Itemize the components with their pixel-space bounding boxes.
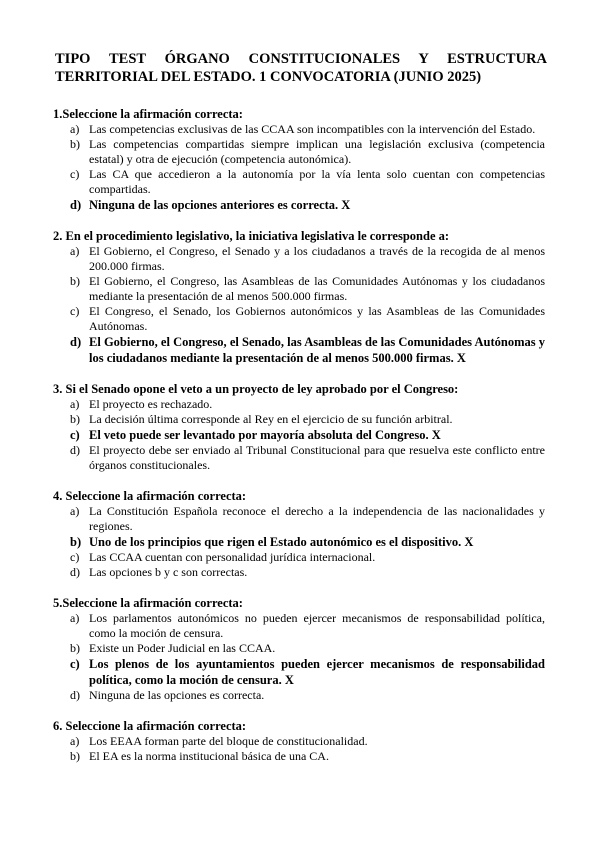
option-item [53, 412, 545, 427]
question-heading: 1.Seleccione la afirmación correcta: [53, 107, 243, 121]
option-item-correct [53, 534, 545, 550]
option-item [53, 304, 545, 334]
option-letter: b) [70, 137, 80, 151]
question-heading: 5.Seleccione la afirmación correcta: [53, 596, 243, 610]
option-letter: a) [70, 504, 80, 518]
option-text: Las opciones b y c son correctas. [89, 565, 248, 579]
question-heading: 2. En el procedimiento legislativo, la iniciativa legislativa le corresponde a: [53, 229, 450, 243]
option-letter: a) [70, 397, 80, 411]
option-letter: b) [70, 641, 80, 655]
option-text: Las CA que accedieron a la autonomía por la vía lenta solo cuentan con competencias compartidas. [89, 167, 545, 196]
option-text: Las competencias compartidas siempre implican una legislación exclusiva (competencia estatal) y otra de ejecución (competencia autonómica). [89, 137, 545, 166]
option-list [53, 611, 545, 703]
option-list [53, 504, 545, 580]
option-letter: c) [70, 304, 80, 318]
option-item [53, 734, 545, 749]
option-item [53, 167, 545, 197]
option-text: El EA es la norma institucional básica de una CA. [89, 749, 329, 763]
option-item [53, 749, 545, 764]
option-text: El Congreso, el Senado, los Gobiernos autonómicos y las Asambleas de las Comunidades Autónomas. [89, 304, 545, 333]
option-letter: a) [70, 122, 80, 136]
option-text: La Constitución Española reconoce el derecho a la independencia de las nacionalidades y regiones. [89, 504, 545, 533]
option-text: El Gobierno, el Congreso, el Senado y a los ciudadanos a través de la recogida de al menos 200.000 firmas. [89, 244, 545, 273]
option-item [53, 504, 545, 534]
option-list [53, 734, 545, 764]
option-letter: b) [70, 274, 80, 288]
question-3 [53, 381, 545, 473]
option-item [53, 274, 545, 304]
option-text: Ninguna de las opciones anteriores es correcta. X [89, 198, 351, 212]
option-list [53, 244, 545, 366]
option-text: Las competencias exclusivas de las CCAA son incompatibles con la intervención del Estado. [89, 122, 536, 136]
option-item-correct [53, 197, 545, 213]
option-item [53, 688, 545, 703]
option-text: El proyecto es rechazado. [89, 397, 213, 411]
option-item [53, 550, 545, 565]
option-text: Los EEAA forman parte del bloque de constitucionalidad. [89, 734, 368, 748]
option-item [53, 641, 545, 656]
option-text: La decisión última corresponde al Rey en el ejercicio de su función arbitral. [89, 412, 453, 426]
question-2 [53, 228, 545, 366]
option-text: Las CCAA cuentan con personalidad jurídica internacional. [89, 550, 376, 564]
question-1 [53, 106, 545, 213]
question-4 [53, 488, 545, 580]
option-letter: d) [70, 198, 82, 212]
option-text: Los parlamentos autonómicos no pueden ejercer mecanismos de responsabilidad política, como la moción de censura. [89, 611, 545, 640]
option-text: El veto puede ser levantado por mayoría absoluta del Congreso. X [89, 428, 441, 442]
document-title: TIPO TEST ÓRGANO CONSTITUCIONALES Y ESTRUCTURA TERRITORIAL DEL ESTADO. 1 CONVOCATORIA (JUNIO 2025) [55, 51, 547, 85]
option-text: Uno de los principios que rigen el Estado autonómico es el dispositivo. X [89, 535, 474, 549]
option-letter: d) [70, 688, 80, 702]
option-letter: a) [70, 611, 80, 625]
option-text: El Gobierno, el Congreso, el Senado, las Asambleas de las Comunidades Autónomas y los ciudadanos mediante la presentación de al menos 500.000 firmas. X [89, 335, 545, 365]
option-letter: a) [70, 734, 80, 748]
option-letter: c) [70, 657, 80, 671]
option-letter: c) [70, 167, 80, 181]
option-text: El proyecto debe ser enviado al Tribunal Constitucional para que resuelva este conflicto entre órganos constitucionales. [89, 443, 545, 472]
option-letter: d) [70, 443, 80, 457]
option-letter: b) [70, 412, 80, 426]
question-heading: 3. Si el Senado opone el veto a un proyecto de ley aprobado por el Congreso: [53, 382, 459, 396]
option-letter: c) [70, 428, 80, 442]
question-list [53, 106, 545, 779]
option-list [53, 397, 545, 473]
option-text: Ninguna de las opciones es correcta. [89, 688, 265, 702]
option-letter: d) [70, 335, 82, 349]
option-item [53, 565, 545, 580]
option-item [53, 137, 545, 167]
option-item [53, 611, 545, 641]
option-letter: b) [70, 535, 82, 549]
option-item [53, 443, 545, 473]
option-text: El Gobierno, el Congreso, las Asambleas de las Comunidades Autónomas y los ciudadanos mediante la presentación de al menos 500.000 firmas. [89, 274, 545, 303]
option-letter: a) [70, 244, 80, 258]
option-letter: d) [70, 565, 80, 579]
option-text: Existe un Poder Judicial en las CCAA. [89, 641, 276, 655]
question-heading: 4. Seleccione la afirmación correcta: [53, 489, 247, 503]
question-6 [53, 718, 545, 764]
option-text: Los plenos de los ayuntamientos pueden ejercer mecanismos de responsabilidad política, como la moción de censura. X [89, 657, 545, 687]
question-5 [53, 595, 545, 703]
option-letter: c) [70, 550, 80, 564]
option-item [53, 397, 545, 412]
question-heading: 6. Seleccione la afirmación correcta: [53, 719, 247, 733]
option-item-correct [53, 427, 545, 443]
option-item [53, 244, 545, 274]
option-item-correct [53, 656, 545, 688]
option-item [53, 122, 545, 137]
option-item-correct [53, 334, 545, 366]
option-list [53, 122, 545, 213]
option-letter: b) [70, 749, 80, 763]
